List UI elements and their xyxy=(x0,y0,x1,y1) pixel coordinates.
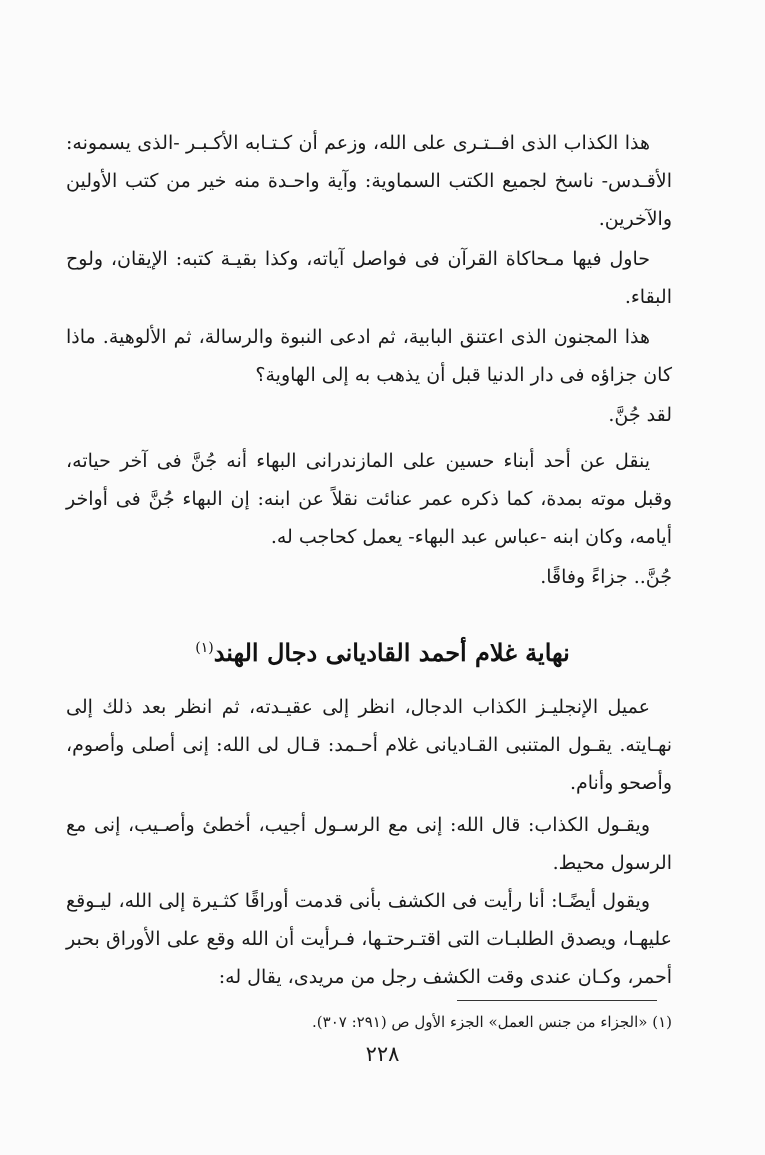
page-number: ٢٢٨ xyxy=(365,1042,400,1066)
heading-title: نهاية غلام أحمد القاديانى دجال الهند xyxy=(213,638,570,667)
paragraph-vision-papers: ويقول أيضًـا: أنا رأيت فى الكشف بأنى قدمت أوراقًا كثـيرة إلى الله، ليـوقع عليهـا، ويصدق الطلبـات التى اقتـرحتـها، فـرأيت أن الله وقع على الأوراق بحبر أحمر، وكـان عندى وقت الكشف رجل من مريدى، يقال له: xyxy=(66,890,672,988)
paragraph-son-narration: ينقل عن أحد أبناء حسين على المازندرانى البهاء أنه جُنَّ فى آخر حياته، وقبل موته بمدة، كما ذكره عمر عنائت نقلاً عن ابنه: إن البهاء جُنَّ فى أواخر أيامه، وكان ابنه -عباس عبد البهاء- يعمل كحاجب له. xyxy=(66,450,672,548)
paragraph-madman-claims: هذا المجنون الذى اعتنق البابية، ثم ادعى النبوة والرسالة، ثم الألوهية. ماذا كان جزاؤه فى دار الدنيا قبل أن يذهب به إلى الهاوية؟ xyxy=(66,326,672,386)
section-heading xyxy=(0,628,765,673)
paragraph-english-agent: عميل الإنجليـز الكذاب الدجال، انظر إلى عقيـدته، ثم انظر بعد ذلك إلى نهـايته. يقـول المتنبى القـاديانى غلام أحـمد: قـال لى الله: إنى أصلى وأصوم، وأصحو وأنام. xyxy=(66,696,672,794)
line-fitting-punishment: جُنَّ.. جزاءً وفاقًا. xyxy=(540,566,672,588)
paragraph-imitation-quran: حاول فيها مـحاكاة القرآن فى فواصل آياته، وكذا بقيـة كتبه: الإيقان، ولوح البقاء. xyxy=(66,248,672,308)
footnote-divider xyxy=(457,1000,657,1001)
footnote: (١) «الجزاء من جنس العمل» الجزء الأول ص (٢٩١: ٣٠٧). xyxy=(312,1013,672,1031)
line-he-went-mad: لقد جُنَّ. xyxy=(608,404,672,426)
heading-footnote-mark: (١) xyxy=(195,640,214,656)
paragraph-baha-false-book: هذا الكذاب الذى افــتـرى على الله، وزعم أن كـتـابه الأكـبـر -الذى يسمونه: الأقـدس- ناسخ لجميع الكتب السماوية: وآية واحـدة منه خير من كتب الأولين والآخرين. xyxy=(66,132,672,230)
paragraph-liar-says: ويقـول الكذاب: قال الله: إنى مع الرسـول أجيب، أخطئ وأصـيب، إنى مع الرسول محيط. xyxy=(66,814,672,874)
